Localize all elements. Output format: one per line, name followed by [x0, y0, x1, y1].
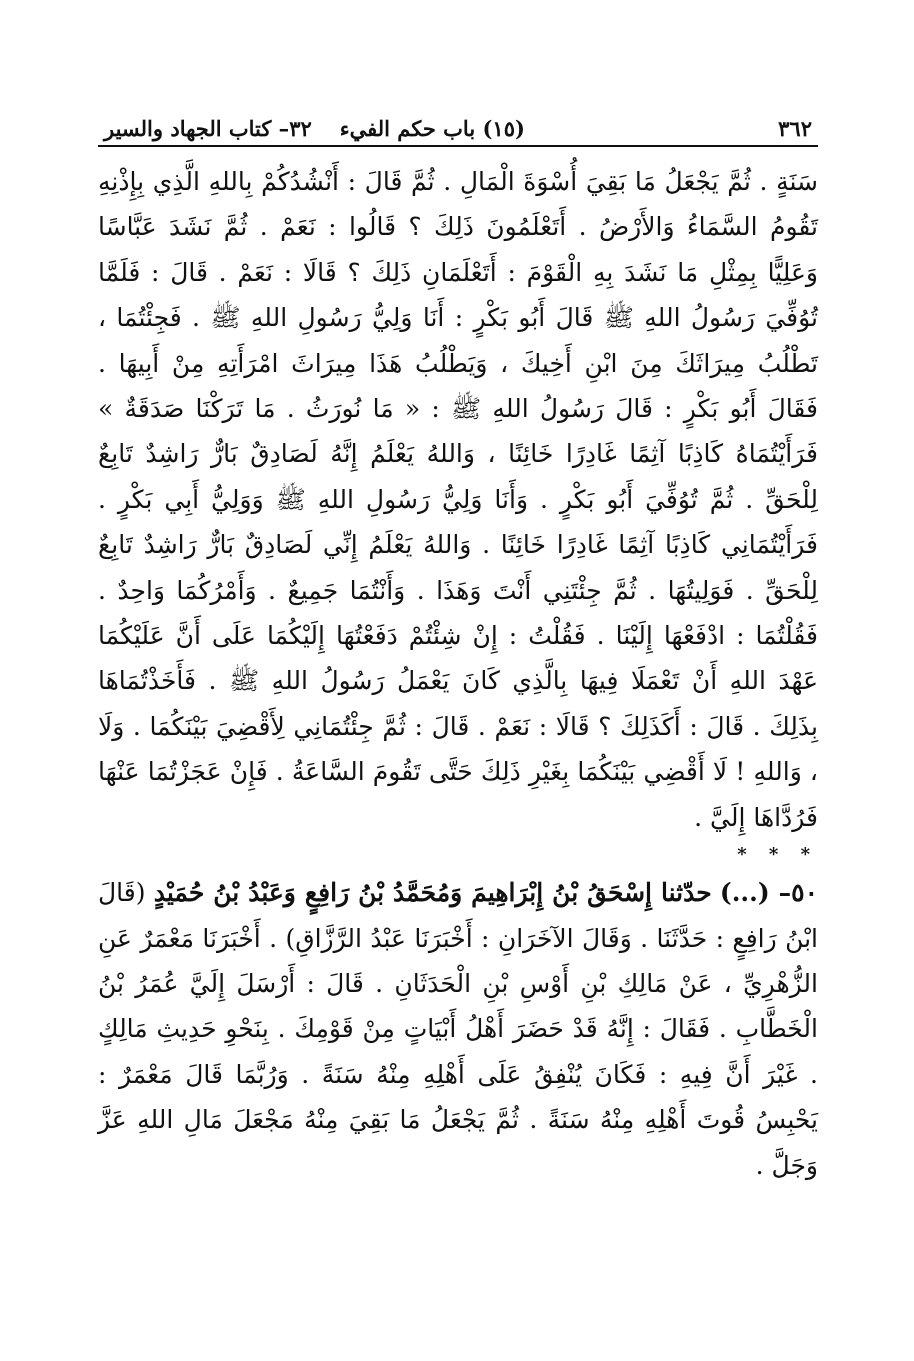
running-header — [98, 116, 818, 147]
header-titles — [104, 116, 525, 141]
hadith-number: ٥٠– (...) — [719, 878, 818, 908]
page-number: ٣٦٢ — [778, 116, 812, 141]
body-text — [98, 159, 818, 1188]
chapter-title: (١٥) باب حكم الفيء — [339, 116, 525, 141]
hadith-text: (قَالَ ابْنُ رَافِعٍ : حَدَّثَنَا . وَقَالَ الآخَرَانِ : أَخْبَرَنَا عَبْدُ الرَّزَّاقِ) . أَخْبَرَنَا مَعْمَرٌ عَنِ الزُّهْرِيِّ ، عَنْ مَالِكِ بْنِ أَوْسِ بْنِ الْحَدَثَانِ . قَالَ : أَرْسَلَ إِلَيَّ عُمَرُ بْنُ الْخَطَّابِ . فَقَالَ : إِنَّهُ قَدْ حَضَرَ أَهْلُ أَبْيَاتٍ مِنْ قَوْمِكَ . بِنَحْوِ حَدِيثِ مَالِكٍ . غَيْرَ أَنَّ فِيهِ : فَكَانَ يُنْفِقُ عَلَى أَهْلِهِ مِنْهُ سَنَةً . وَرُبَّمَا قَالَ مَعْمَرٌ : يَحْبِسُ قُوتَ أَهْلِهِ مِنْهُ سَنَةً . ثُمَّ يَجْعَلُ مَا بَقِيَ مِنْهُ مَجْعَلَ مَالِ اللهِ عَزَّ وَجَلَّ . — [98, 878, 818, 1180]
hadith-paragraph — [98, 870, 818, 1188]
book-page — [98, 116, 818, 1188]
book-title: ٣٢– كتاب الجهاد والسير — [104, 116, 312, 141]
section-separator: * * * — [737, 844, 818, 866]
passage-paragraph: سَنَةٍ . ثُمَّ يَجْعَلُ مَا بَقِيَ أُسْوَةَ الْمَالِ . ثُمَّ قَالَ : أَنْشُدُكُمْ بِاللهِ الَّذِي بِإِذْنِهِ تَقُومُ السَّمَاءُ وَالأَرْضُ . أَتَعْلَمُونَ ذَلِكَ ؟ قَالُوا : نَعَمْ . ثُمَّ نَشَدَ عَبَّاسًا وَعَلِيًّا بِمِثْلِ مَا نَشَدَ بِهِ الْقَوْمَ : أَتَعْلَمَانِ ذَلِكَ ؟ قَالَا : نَعَمْ . قَالَ : فَلَمَّا تُوُفِّيَ رَسُولُ اللهِ ﷺ قَالَ أَبُو بَكْرٍ : أَنَا وَلِيُّ رَسُولِ اللهِ ﷺ . فَجِئْتُمَا ، تَطْلُبُ مِيرَاثَكَ مِنَ ابْنِ أَخِيكَ ، وَيَطْلُبُ هَذَا مِيرَاثَ امْرَأَتِهِ مِنْ أَبِيهَا . فَقَالَ أَبُو بَكْرٍ : قَالَ رَسُولُ اللهِ ﷺ : « مَا نُورَثُ . مَا تَرَكْنَا صَدَقَةٌ » فَرَأَيْتُمَاهُ كَاذِبًا آثِمًا غَادِرًا خَائِنًا ، وَاللهُ يَعْلَمُ إِنَّهُ لَصَادِقٌ بَارٌّ رَاشِدٌ تَابِعٌ لِلْحَقِّ . ثُمَّ تُوُفِّيَ أَبُو بَكْرٍ . وَأَنَا وَلِيُّ رَسُولِ اللهِ ﷺ وَوَلِيُّ أَبِي بَكْرٍ . فَرَأَيْتُمَانِي كَاذِبًا آثِمًا غَادِرًا خَائِنًا . وَاللهُ يَعْلَمُ إِنِّي لَصَادِقٌ بَارٌّ رَاشِدٌ تَابِعٌ لِلْحَقِّ . فَوَلِيتُهَا . ثُمَّ جِئْتَنِي أَنْتَ وَهَذَا . وَأَنْتُمَا جَمِيعٌ . وَأَمْرُكُمَا وَاحِدٌ . فَقُلْتُمَا : ادْفَعْهَا إِلَيْنَا . فَقُلْتُ : إِنْ شِئْتُمْ دَفَعْتُهَا إِلَيْكُمَا عَلَى أَنَّ عَلَيْكُمَا عَهْدَ اللهِ أَنْ تَعْمَلَا فِيهَا بِالَّذِي كَانَ يَعْمَلُ رَسُولُ اللهِ ﷺ . فَأَخَذْتُمَاهَا بِذَلِكَ . قَالَ : أَكَذَلِكَ ؟ قَالَا : نَعَمْ . قَالَ : ثُمَّ جِئْتُمَانِي لِأَقْضِيَ بَيْنَكُمَا . وَلَا ، وَاللهِ ! لَا أَقْضِي بَيْنَكُمَا بِغَيْرِ ذَلِكَ حَتَّى تَقُومَ السَّاعَةُ . فَإِنْ عَجَزْتُمَا عَنْهَا فَرُدَّاهَا إِلَيَّ . — [98, 167, 818, 832]
hadith-isnad-head: حدّثنا إِسْحَقُ بْنُ إِبْرَاهِيمَ وَمُحَمَّدُ بْنُ رَافِعٍ وَعَبْدُ بْنُ حُمَيْدٍ — [153, 878, 712, 908]
